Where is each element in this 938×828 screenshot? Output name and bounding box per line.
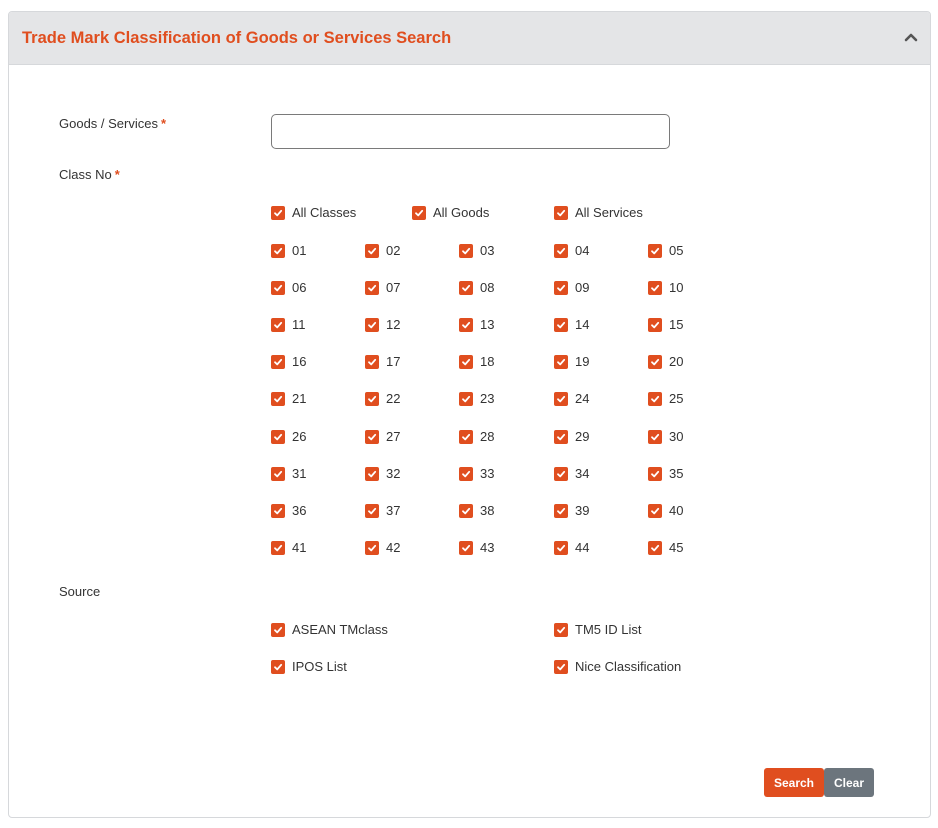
check-icon (461, 543, 471, 553)
class-checkbox-11[interactable] (271, 317, 306, 332)
checkbox-checked[interactable] (271, 355, 285, 369)
check-icon (414, 208, 424, 218)
checkbox-label: 41 (292, 540, 307, 555)
checkbox-label: 08 (480, 280, 495, 295)
checkbox-checked[interactable] (459, 355, 473, 369)
checkbox-label: 14 (575, 317, 590, 332)
source-checkbox-ipos-list[interactable] (271, 659, 347, 674)
checkbox-checked[interactable] (271, 504, 285, 518)
check-icon (273, 320, 283, 330)
checkbox-checked[interactable] (648, 504, 662, 518)
check-icon (556, 543, 566, 553)
checkbox-checked[interactable] (271, 467, 285, 481)
checkbox-label: All Services (575, 205, 643, 220)
checkbox-label: 26 (292, 429, 307, 444)
check-icon (273, 432, 283, 442)
checkbox-checked[interactable] (648, 281, 662, 295)
checkbox-checked[interactable] (554, 318, 568, 332)
class-checkbox-14[interactable] (554, 317, 589, 332)
checkbox-checked[interactable] (271, 244, 285, 258)
checkbox-all-services[interactable] (554, 205, 643, 220)
check-icon (556, 625, 566, 635)
search-button[interactable]: Search (764, 768, 824, 797)
checkbox-label: 31 (292, 466, 307, 481)
class-checkbox-43[interactable] (459, 540, 494, 555)
class-checkbox-27[interactable] (365, 429, 400, 444)
checkbox-label: 39 (575, 503, 590, 518)
check-icon (367, 432, 377, 442)
checkbox-label: 29 (575, 429, 590, 444)
check-icon (650, 543, 660, 553)
check-icon (367, 283, 377, 293)
panel-title: Trade Mark Classification of Goods or Services Search (22, 29, 452, 47)
checkbox-label: 17 (386, 354, 401, 369)
check-icon (273, 208, 283, 218)
check-icon (273, 357, 283, 367)
class-checkbox-30[interactable] (648, 429, 683, 444)
checkbox-label: 35 (669, 466, 684, 481)
check-icon (461, 432, 471, 442)
checkbox-label: 21 (292, 391, 307, 406)
class-checkbox-07[interactable] (365, 280, 400, 295)
check-icon (650, 506, 660, 516)
check-icon (461, 246, 471, 256)
checkbox-checked[interactable] (365, 504, 379, 518)
checkbox-label: 04 (575, 243, 590, 258)
required-marker: * (161, 116, 167, 131)
class-checkbox-36[interactable] (271, 503, 306, 518)
check-icon (650, 469, 660, 479)
checkbox-label: All Classes (292, 205, 357, 220)
checkbox-checked[interactable] (554, 244, 568, 258)
source-checkbox-asean-tmclass[interactable] (271, 622, 388, 637)
checkbox-label: IPOS List (292, 659, 347, 674)
checkbox-checked[interactable] (554, 281, 568, 295)
class-checkbox-44[interactable] (554, 540, 589, 555)
check-icon (461, 283, 471, 293)
checkbox-checked[interactable] (459, 318, 473, 332)
check-icon (650, 320, 660, 330)
checkbox-checked[interactable] (459, 504, 473, 518)
checkbox-checked[interactable] (271, 318, 285, 332)
class-checkbox-26[interactable] (271, 429, 306, 444)
checkbox-label: 09 (575, 280, 590, 295)
checkbox-label: TM5 ID List (575, 622, 642, 637)
class-checkbox-40[interactable] (648, 503, 683, 518)
checkbox-checked[interactable] (648, 392, 662, 406)
class-checkbox-38[interactable] (459, 503, 494, 518)
checkbox-label: Nice Classification (575, 659, 682, 674)
checkbox-checked[interactable] (554, 355, 568, 369)
check-icon (556, 283, 566, 293)
check-icon (556, 662, 566, 672)
check-icon (367, 543, 377, 553)
checkbox-checked[interactable] (365, 467, 379, 481)
class-no-label: Class No * (59, 167, 120, 182)
checkbox-checked[interactable] (554, 660, 568, 674)
check-icon (461, 394, 471, 404)
checkbox-label: 18 (480, 354, 495, 369)
checkbox-label: 20 (669, 354, 684, 369)
source-checkbox-tm5-id-list[interactable] (554, 622, 641, 637)
check-icon (461, 506, 471, 516)
class-checkbox-31[interactable] (271, 466, 306, 481)
checkbox-label: 30 (669, 429, 684, 444)
class-checkbox-25[interactable] (648, 391, 683, 406)
class-checkbox-06[interactable] (271, 280, 306, 295)
checkbox-label: 11 (292, 317, 306, 332)
class-checkbox-04[interactable] (554, 243, 589, 258)
check-icon (367, 469, 377, 479)
checkbox-checked[interactable] (554, 430, 568, 444)
class-checkbox-15[interactable] (648, 317, 683, 332)
checkbox-checked[interactable] (365, 318, 379, 332)
checkbox-label: 16 (292, 354, 307, 369)
class-checkbox-22[interactable] (365, 391, 400, 406)
class-checkbox-45[interactable] (648, 540, 683, 555)
check-icon (556, 506, 566, 516)
checkbox-checked[interactable] (271, 623, 285, 637)
checkbox-checked[interactable] (459, 467, 473, 481)
checkbox-label: 25 (669, 391, 684, 406)
checkbox-label: 19 (575, 354, 590, 369)
checkbox-checked[interactable] (648, 541, 662, 555)
class-checkbox-32[interactable] (365, 466, 400, 481)
class-checkbox-41[interactable] (271, 540, 306, 555)
checkbox-checked[interactable] (554, 623, 568, 637)
check-icon (650, 394, 660, 404)
checkbox-label: 36 (292, 503, 307, 518)
checkbox-checked[interactable] (648, 355, 662, 369)
check-icon (367, 357, 377, 367)
class-checkbox-39[interactable] (554, 503, 589, 518)
check-icon (367, 506, 377, 516)
check-icon (273, 543, 283, 553)
source-checkbox-nice-classification[interactable] (554, 659, 681, 674)
check-icon (273, 625, 283, 635)
checkbox-checked[interactable] (365, 392, 379, 406)
checkbox-label: 38 (480, 503, 495, 518)
search-panel (8, 11, 931, 818)
check-icon (556, 208, 566, 218)
check-icon (650, 246, 660, 256)
class-checkbox-17[interactable] (365, 354, 400, 369)
check-icon (367, 320, 377, 330)
checkbox-checked[interactable] (648, 318, 662, 332)
check-icon (650, 357, 660, 367)
checkbox-label: 33 (480, 466, 495, 481)
check-icon (556, 394, 566, 404)
checkbox-label: 44 (575, 540, 590, 555)
checkbox-checked[interactable] (459, 430, 473, 444)
checkbox-label: All Goods (433, 205, 490, 220)
checkbox-label: 15 (669, 317, 684, 332)
checkbox-checked[interactable] (554, 206, 568, 220)
class-checkbox-37[interactable] (365, 503, 400, 518)
checkbox-checked[interactable] (459, 244, 473, 258)
checkbox-checked[interactable] (648, 244, 662, 258)
checkbox-checked[interactable] (271, 430, 285, 444)
checkbox-checked[interactable] (271, 281, 285, 295)
check-icon (273, 469, 283, 479)
chevron-up-icon[interactable] (904, 32, 918, 42)
check-icon (650, 432, 660, 442)
class-checkbox-34[interactable] (554, 466, 589, 481)
checkbox-label: 32 (386, 466, 401, 481)
checkbox-checked[interactable] (459, 281, 473, 295)
checkbox-checked[interactable] (365, 355, 379, 369)
checkbox-label: 42 (386, 540, 401, 555)
check-icon (273, 246, 283, 256)
checkbox-checked[interactable] (459, 541, 473, 555)
checkbox-checked[interactable] (459, 392, 473, 406)
checkbox-checked[interactable] (365, 430, 379, 444)
check-icon (556, 469, 566, 479)
checkbox-label: 34 (575, 466, 590, 481)
class-checkbox-29[interactable] (554, 429, 589, 444)
checkbox-checked[interactable] (271, 206, 285, 220)
checkbox-label: 23 (480, 391, 495, 406)
checkbox-checked[interactable] (554, 541, 568, 555)
checkbox-checked[interactable] (412, 206, 426, 220)
checkbox-all-goods[interactable] (412, 205, 489, 220)
checkbox-label: 28 (480, 429, 495, 444)
class-checkbox-02[interactable] (365, 243, 400, 258)
class-checkbox-16[interactable] (271, 354, 306, 369)
panel-header[interactable] (9, 12, 930, 65)
class-checkbox-28[interactable] (459, 429, 494, 444)
checkbox-checked[interactable] (271, 660, 285, 674)
checkbox-label: 10 (669, 280, 684, 295)
checkbox-checked[interactable] (554, 504, 568, 518)
checkbox-label: 45 (669, 540, 684, 555)
checkbox-label: 22 (386, 391, 401, 406)
check-icon (650, 283, 660, 293)
goods-services-label: Goods / Services * (59, 116, 167, 131)
checkbox-label: 12 (386, 317, 401, 332)
checkbox-checked[interactable] (365, 281, 379, 295)
check-icon (461, 320, 471, 330)
class-checkbox-19[interactable] (554, 354, 589, 369)
check-icon (273, 283, 283, 293)
checkbox-label: 03 (480, 243, 495, 258)
checkbox-label: 07 (386, 280, 401, 295)
class-checkbox-05[interactable] (648, 243, 683, 258)
class-checkbox-01[interactable] (271, 243, 306, 258)
checkbox-checked[interactable] (271, 392, 285, 406)
class-checkbox-08[interactable] (459, 280, 494, 295)
checkbox-label: 05 (669, 243, 684, 258)
class-checkbox-35[interactable] (648, 466, 683, 481)
class-checkbox-23[interactable] (459, 391, 494, 406)
checkbox-label: 27 (386, 429, 401, 444)
checkbox-label: 13 (480, 317, 495, 332)
class-checkbox-20[interactable] (648, 354, 683, 369)
checkbox-checked[interactable] (365, 244, 379, 258)
check-icon (556, 320, 566, 330)
class-checkbox-18[interactable] (459, 354, 494, 369)
checkbox-label: ASEAN TMclass (292, 622, 388, 637)
checkbox-checked[interactable] (365, 541, 379, 555)
class-checkbox-12[interactable] (365, 317, 400, 332)
goods-services-input[interactable] (271, 114, 670, 149)
checkbox-checked[interactable] (554, 467, 568, 481)
check-icon (367, 394, 377, 404)
checkbox-label: 40 (669, 503, 684, 518)
checkbox-label: 24 (575, 391, 590, 406)
check-icon (461, 357, 471, 367)
class-checkbox-33[interactable] (459, 466, 494, 481)
class-checkbox-13[interactable] (459, 317, 494, 332)
source-label: Source (59, 584, 101, 599)
required-marker: * (114, 167, 120, 182)
checkbox-all-classes[interactable] (271, 205, 356, 220)
class-checkbox-42[interactable] (365, 540, 400, 555)
check-icon (273, 394, 283, 404)
class-checkbox-03[interactable] (459, 243, 494, 258)
checkbox-checked[interactable] (554, 392, 568, 406)
checkbox-checked[interactable] (271, 541, 285, 555)
checkbox-label: 43 (480, 540, 495, 555)
class-checkbox-24[interactable] (554, 391, 589, 406)
check-icon (556, 357, 566, 367)
checkbox-label: 02 (386, 243, 401, 258)
check-icon (556, 246, 566, 256)
check-icon (556, 432, 566, 442)
checkbox-checked[interactable] (648, 467, 662, 481)
class-checkbox-10[interactable] (648, 280, 683, 295)
check-icon (461, 469, 471, 479)
class-checkbox-09[interactable] (554, 280, 589, 295)
check-icon (273, 506, 283, 516)
check-icon (273, 662, 283, 672)
checkbox-label: 37 (386, 503, 401, 518)
clear-button[interactable]: Clear (824, 768, 874, 797)
checkbox-checked[interactable] (648, 430, 662, 444)
class-checkbox-21[interactable] (271, 391, 306, 406)
checkbox-label: 01 (292, 243, 307, 258)
check-icon (367, 246, 377, 256)
checkbox-label: 06 (292, 280, 307, 295)
